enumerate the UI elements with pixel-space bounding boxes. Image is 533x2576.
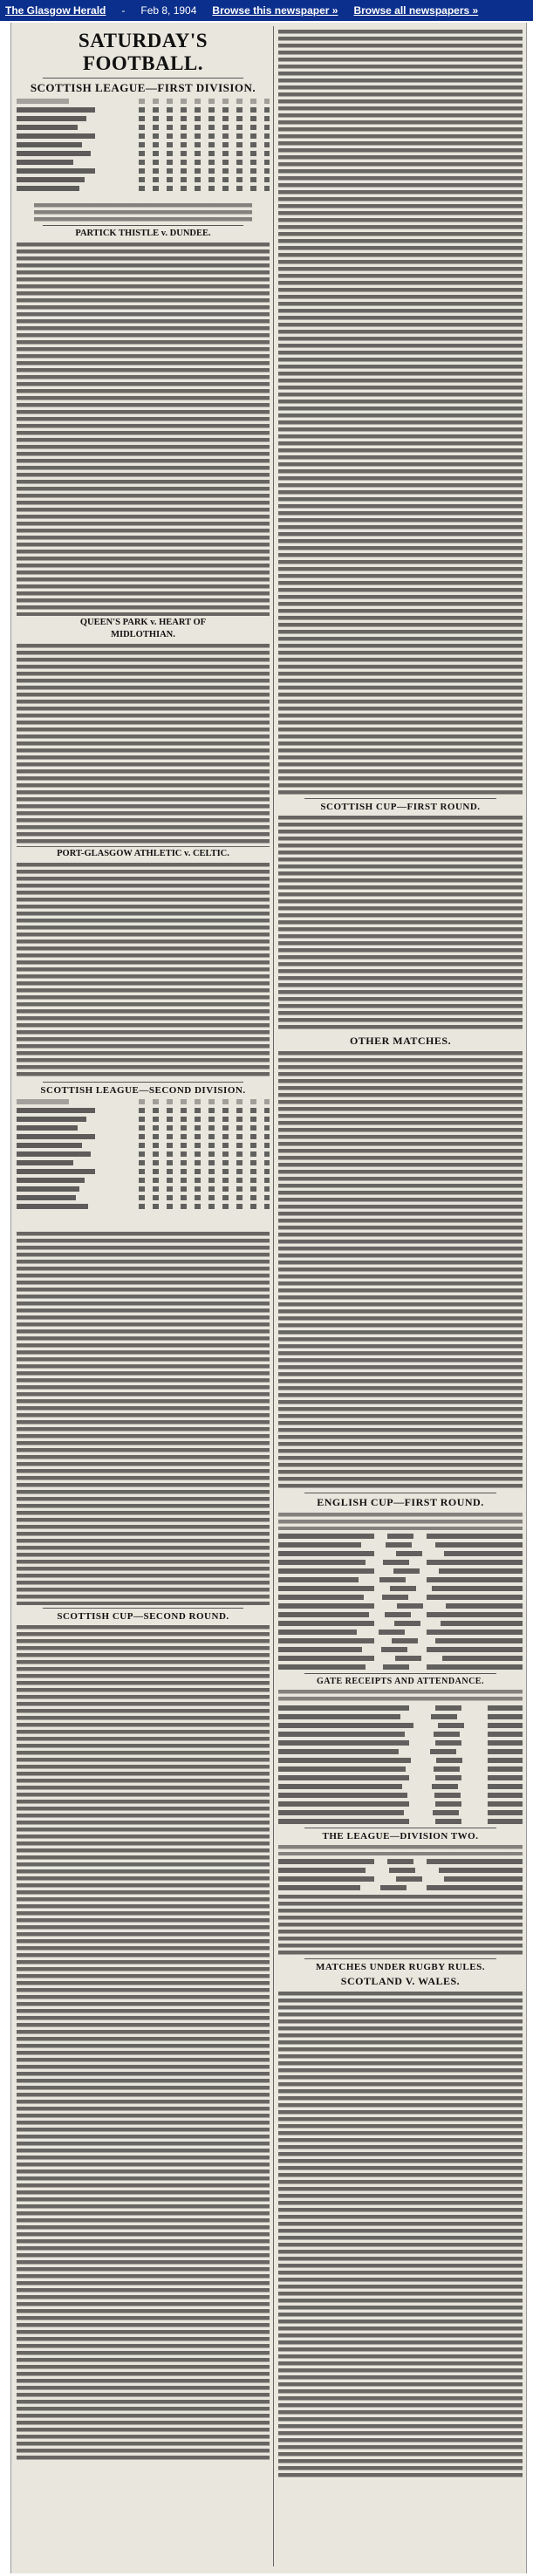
browse-newspaper-link[interactable]: Browse this newspaper » [212,4,338,17]
scotland-wales-report [278,1990,523,2478]
english-cup-results [278,1532,523,1671]
partick-dundee-heading: PARTICK THISTLE v. DUNDEE. [75,229,211,238]
newspaper-title-link[interactable]: The Glasgow Herald [5,4,106,17]
gate-receipts-intro [278,1688,523,1702]
queens-park-heading-line2: MIDLOTHIAN. [111,630,175,639]
first-division-heading: SCOTTISH LEAGUE—FIRST DIVISION. [30,81,256,94]
headline-rule [43,78,243,79]
right-column [278,26,523,2566]
right-column-reports-top [278,28,523,796]
second-division-heading: SCOTTISH LEAGUE—SECOND DIVISION. [40,1085,246,1096]
partick-dundee-report [17,241,270,616]
queens-park-heading-line1: QUEEN'S PARK v. HEART OF [79,618,207,627]
league-division-two-results [278,1857,523,1891]
second-division-table [17,1097,270,1228]
newspaper-page-scan [10,23,527,2573]
scottish-cup-reports [278,814,523,1032]
page-headline: SATURDAY'S FOOTBALL. [78,30,208,74]
gate-receipts-table [278,1704,523,1825]
second-division-reports [17,1230,270,1605]
scotland-wales-heading: SCOTLAND V. WALES. [340,1975,461,1987]
date-separator: - [121,4,126,17]
scottish-cup-heading: SCOTTISH CUP—FIRST ROUND. [320,802,481,812]
gate-receipts-heading: GATE RECEIPTS AND ATTENDANCE. [317,1677,484,1686]
cup-second-round-heading: SCOTTISH CUP—SECOND ROUND. [57,1611,229,1622]
top-navigation-bar [0,0,533,21]
left-column [17,26,270,2566]
english-cup-heading: ENGLISH CUP—FIRST ROUND. [317,1496,484,1508]
league-division-two-heading: THE LEAGUE—DIVISION TWO. [322,1831,479,1841]
column-divider [273,26,274,2566]
table-footnote [34,202,252,222]
english-cup-intro [278,1511,523,1530]
rugby-rules-heading: MATCHES UNDER RUGBY RULES. [316,1962,485,1972]
browse-all-newspapers-link[interactable]: Browse all newspapers » [353,4,479,17]
issue-date: Feb 8, 1904 [140,4,197,17]
first-division-table [17,97,270,200]
other-matches-heading: OTHER MATCHES. [349,1035,452,1047]
cup-second-round-reports [17,1623,270,2461]
port-glasgow-heading: PORT-GLASGOW ATHLETIC v. CELTIC. [57,849,229,858]
league-division-two-report [278,1893,523,1956]
other-matches-reports [278,1049,523,1490]
queens-park-report [17,642,270,847]
port-glasgow-report [17,861,270,1079]
